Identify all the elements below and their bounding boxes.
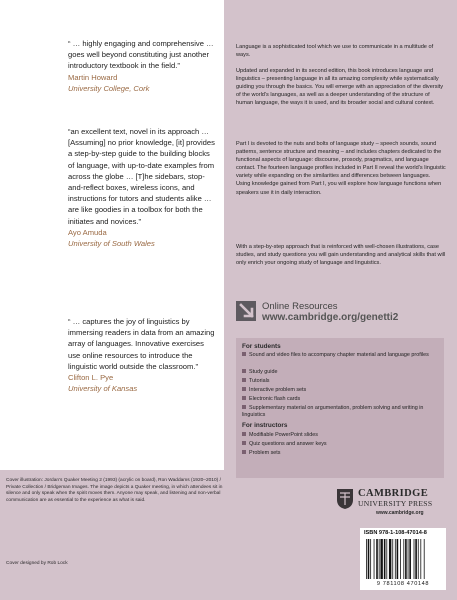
- bullet-icon: [242, 432, 246, 436]
- bullet-icon: [242, 352, 246, 356]
- bullet-icon: [242, 396, 246, 400]
- list-item: Modifiable PowerPoint slides: [242, 432, 442, 439]
- isbn-digits: 9 781108 470148: [376, 581, 430, 587]
- quote-author: Martin Howard: [68, 72, 118, 82]
- description-paragraph: Part I is devoted to the nuts and bolts of language study – speech sounds, sound patterns, sentence structure and meaning – and includes chapters dedicated to the functional aspects of language: discourse, prosody, pragmatics, and language contact. The fourteen language profiles included in Part II reveal the world’s linguistic variety while expanding on the similarities and differences between languages. Using knowledge gained from Part I, you will explore how language functions when speakers use it in daily interaction.: [236, 141, 446, 196]
- online-resources-link[interactable]: www.cambridge.org/genetti2: [262, 312, 399, 323]
- arrow-icon: [236, 301, 256, 321]
- list-item: Electronic flash cards: [242, 396, 442, 403]
- bullet-icon: [242, 378, 246, 382]
- instructors-heading: For instructors: [242, 422, 288, 429]
- cover-designer: Cover designed by Rob Lock: [6, 561, 68, 566]
- quote-text: “an excellent text, novel in its approach … [Assuming] no prior knowledge, [it] provides a step-by-step guide to the building blocks of language, with up-to-date examples from across the globe … [T]he sidebars, stop-and-reflect boxes, wireless icons, and instructions for tutors and students alike … are like goodies in a toolbox for both the initiates and novices.”: [68, 127, 215, 226]
- list-item: Problem sets: [242, 450, 442, 457]
- quote-affiliation: University College, Cork: [68, 83, 150, 93]
- online-resources-title: Online Resources: [262, 301, 338, 312]
- testimonials-panel: [0, 0, 224, 470]
- description-paragraph: Language is a sophisticated tool which we use to communicate in a multitude of ways.: [236, 44, 434, 59]
- list-item: Supplementary material on argumentation, problem solving and writing in linguistics: [242, 405, 424, 419]
- description-paragraph: Updated and expanded in its second edition, this book introduces language and linguistics – presenting language in all its amazing complexity while systematically guiding you through the basics. You will emerge with an appreciation of the diversity of the world’s languages, as well as a deeper understanding of the structure of human language, the ways it is used, and its broader social and cultural context.: [236, 68, 444, 107]
- quote-author: Ayo Amuda: [68, 227, 107, 237]
- bullet-icon: [242, 450, 246, 454]
- quote-author: Clifton L. Pye: [68, 373, 114, 383]
- quote-affiliation: University of Kansas: [68, 384, 138, 394]
- isbn-label: ISBN 978-1-108-47014-8: [364, 530, 427, 536]
- barcode-bars: [366, 539, 442, 579]
- list-item: Tutorials: [242, 378, 442, 385]
- crest-icon: [336, 488, 354, 510]
- publisher-subname: UNIVERSITY PRESS: [358, 499, 433, 508]
- quote-howard: [68, 38, 218, 94]
- bullet-icon: [242, 405, 246, 409]
- bullet-icon: [242, 369, 246, 373]
- bullet-icon: [242, 387, 246, 391]
- quote-affiliation: University of South Wales: [68, 239, 155, 249]
- cover-credit: Cover illustration: Jordan’s Quaker Meeting 2 (1993) (acrylic on board), Ron Waddams (1920–2010) / Private Collection / Bridgeman Images. The image depicts a Quaker meeting, in which attendees sit in silence and only speak when the spirit moves them. Anyone may speak, and listening and non-verbal communication are as essential to the experience as what is said.: [6, 478, 223, 503]
- online-resources-box: [236, 338, 444, 478]
- publisher-name: CAMBRIDGE: [358, 488, 429, 499]
- students-heading: For students: [242, 343, 281, 350]
- quote-text: “ … captures the joy of linguistics by immersing readers in data from an amazing array of languages. Innovative exercises use online resources to introduce the linguistic world outside the classroom.”: [68, 317, 215, 371]
- description-paragraph: With a step-by-step approach that is reinforced with well-chosen illustrations, case studies, and study questions you will gain understanding and analytical skills that will only enrich your ongoing study of language and linguistics.: [236, 244, 446, 267]
- list-item: Interactive problem sets: [242, 387, 442, 394]
- quote-text: “ … highly engaging and comprehensive … goes well beyond constituting just another introductory textbook in the field.”: [68, 39, 214, 71]
- barcode: [360, 528, 446, 590]
- list-item: Sound and video files to accompany chapter material and language profiles: [242, 352, 442, 359]
- list-item: Quiz questions and answer keys: [242, 441, 442, 448]
- quote-amuda: [68, 126, 218, 249]
- list-item: Study guide: [242, 369, 442, 376]
- online-resources-header: [236, 300, 446, 334]
- publisher-url: www.cambridge.org: [376, 510, 424, 516]
- bullet-icon: [242, 441, 246, 445]
- quote-pye: [68, 316, 218, 394]
